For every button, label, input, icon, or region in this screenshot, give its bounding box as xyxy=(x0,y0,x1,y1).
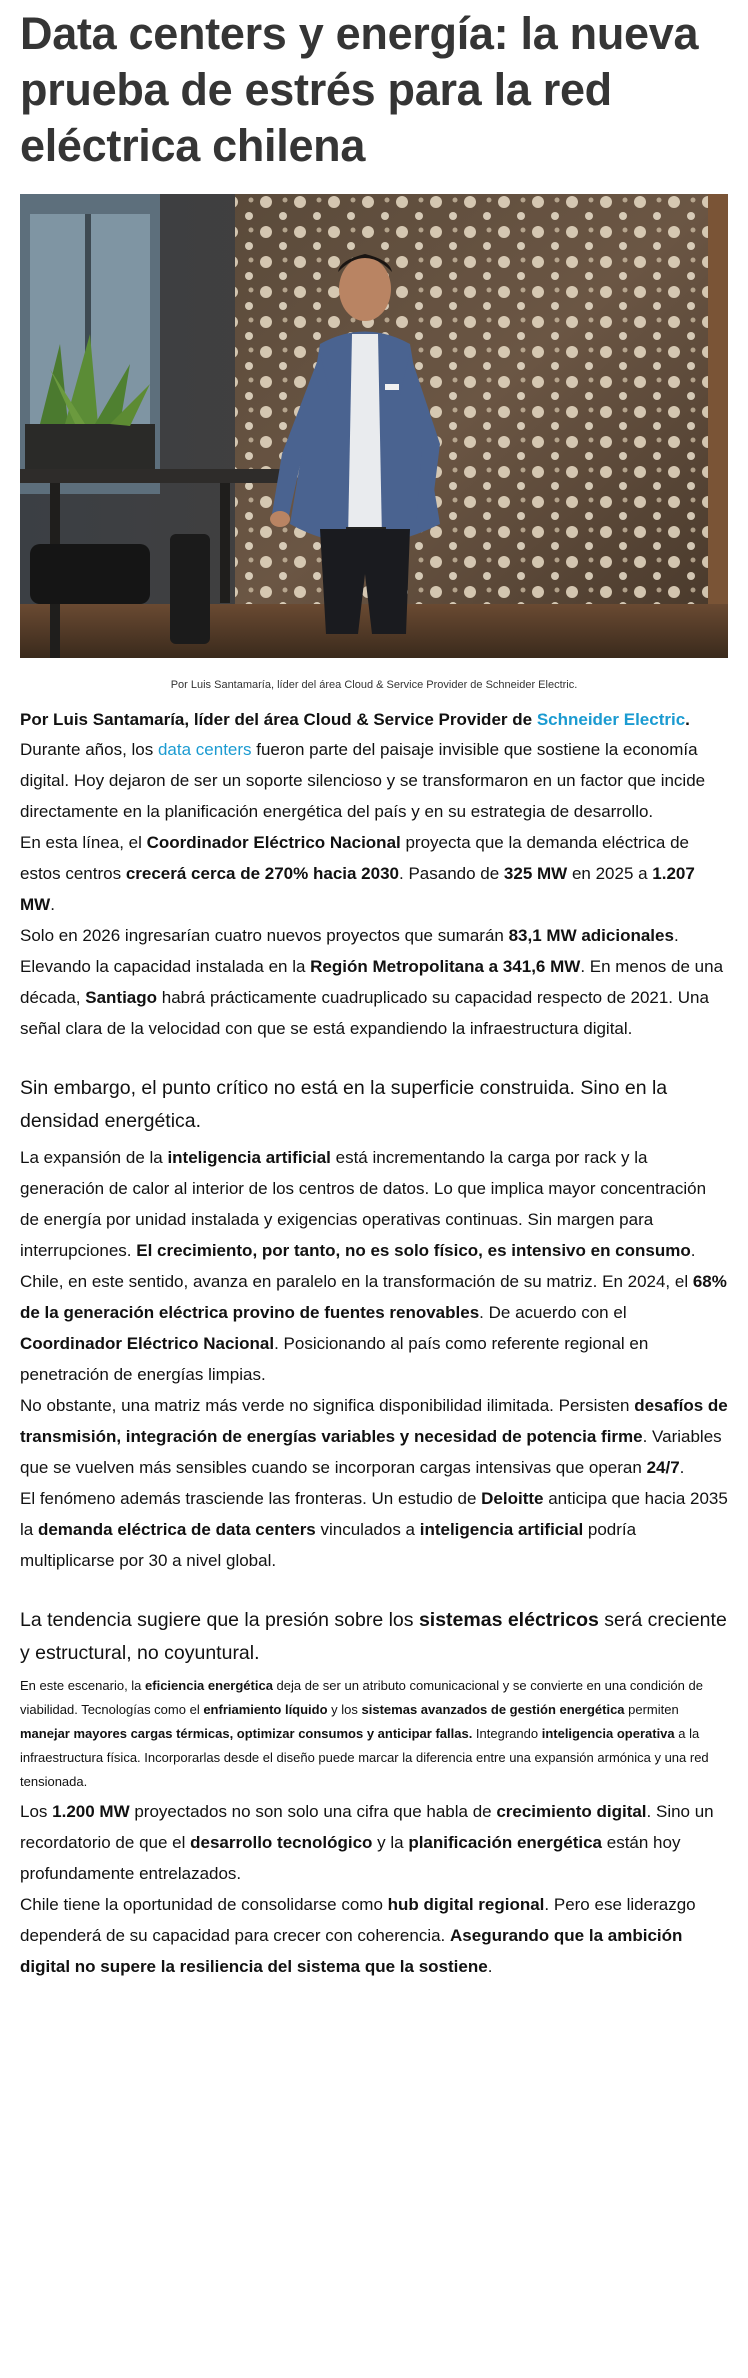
text: deja de ser un atributo comunicacional y se convierte en una condición de viabilidad. Tecnologías como el xyxy=(20,1678,703,1717)
text: Solo en 2026 ingresarían cuatro nuevos proyectos que sumarán xyxy=(20,926,509,945)
bold-text: Coordinador Eléctrico Nacional xyxy=(146,833,401,852)
text: vinculados a xyxy=(315,1520,420,1539)
paragraph-9 xyxy=(20,1796,728,1889)
text: . Posicionando al país como referente regional en penetración de energías limpias. xyxy=(20,1334,649,1384)
text: proyectados no son solo una cifra que habla de xyxy=(129,1802,497,1821)
bold-text: hub digital regional xyxy=(387,1895,545,1914)
bold-text: demanda eléctrica de data centers xyxy=(37,1520,316,1539)
text: Los xyxy=(20,1802,53,1821)
bold-text: desarrollo tecnológico xyxy=(190,1833,373,1852)
bold-text: sistemas avanzados de gestión energética xyxy=(361,1702,625,1717)
paragraph-1 xyxy=(20,734,728,827)
text: Chile tiene la oportunidad de consolidarse como xyxy=(20,1895,388,1914)
byline-suffix: . xyxy=(685,710,690,729)
text: y los xyxy=(327,1702,362,1717)
text: En este escenario, la xyxy=(20,1678,146,1693)
text: Integrando xyxy=(472,1726,542,1741)
text: . xyxy=(679,1458,685,1477)
bold-text: crecerá cerca de 270% hacia 2030 xyxy=(125,864,399,883)
bold-text: manejar mayores cargas térmicas, optimizar consumos y anticipar fallas. xyxy=(20,1726,473,1741)
bold-text: enfriamiento líquido xyxy=(203,1702,328,1717)
text: . De acuerdo con el xyxy=(479,1303,627,1322)
bold-text: inteligencia artificial xyxy=(167,1148,331,1167)
paragraph-10 xyxy=(20,1889,728,1982)
text: No obstante, una matriz más verde no significa disponibilidad ilimitada. Persisten xyxy=(20,1396,635,1415)
bold-text: Región Metropolitana a 341,6 MW xyxy=(310,957,581,976)
text: está incrementando la carga por rack y la generación de calor al interior de los centros de datos. Lo que implica mayor concentración de energía por unidad instalada y exigencias operativas continuas. Sin margen para interrupciones. xyxy=(20,1148,707,1260)
text: en 2025 a xyxy=(567,864,653,883)
text: . xyxy=(50,895,55,914)
bold-text: inteligencia operativa xyxy=(541,1726,675,1741)
paragraph-2 xyxy=(20,827,728,920)
paragraph-6 xyxy=(20,1390,728,1483)
text: . En menos de una década, xyxy=(20,957,724,1007)
schneider-electric-link[interactable]: Schneider Electric xyxy=(536,710,686,729)
hero-image xyxy=(20,194,728,658)
paragraph-8 xyxy=(20,1674,728,1794)
text: están hoy profundamente entrelazados. xyxy=(20,1833,681,1883)
bold-text: Asegurando que la ambición digital no supere la resiliencia del sistema que la sostiene xyxy=(20,1926,683,1976)
bold-text: Santiago xyxy=(85,988,158,1007)
text: Durante años, los xyxy=(20,740,158,759)
bold-text: 24/7 xyxy=(646,1458,680,1477)
bold-text: 83,1 MW adicionales xyxy=(508,926,674,945)
article-title: Data centers y energía: la nueva prueba de estrés para la red eléctrica chilena xyxy=(20,8,699,171)
text: Chile, en este sentido, avanza en paralelo en la transformación de su matriz. En 2024, el xyxy=(20,1272,693,1291)
text: La expansión de la xyxy=(20,1148,168,1167)
text: permiten xyxy=(624,1702,679,1717)
byline xyxy=(20,705,728,734)
text: será creciente y estructural, no coyuntural. xyxy=(20,1609,727,1664)
bold-text: inteligencia artificial xyxy=(419,1520,584,1539)
text: . Sino un recordatorio de que el xyxy=(20,1802,714,1852)
text: . xyxy=(690,1241,696,1260)
subheading-1: Sin embargo, el punto crítico no está en la superficie construida. Sino en la densidad energética. xyxy=(20,1077,668,1132)
bold-text: 1.207 MW xyxy=(20,864,695,914)
paragraph-5 xyxy=(20,1266,728,1390)
byline-prefix: Por Luis Santamaría, líder del área Cloud & Service Provider de xyxy=(20,710,537,729)
paragraph-7 xyxy=(20,1483,728,1576)
text: . Elevando la capacidad instalada en la xyxy=(20,926,679,976)
paragraph-4 xyxy=(20,1142,728,1266)
text: En esta línea, el xyxy=(20,833,147,852)
text: El fenómeno además trasciende las fronteras. Un estudio de xyxy=(20,1489,482,1508)
text: a la infraestructura física. Incorporarlas desde el diseño puede marcar la diferencia entre una expansión armónica y una red tensionada. xyxy=(20,1726,709,1789)
text: anticipa que hacia 2035 la xyxy=(20,1489,728,1539)
text: . Variables que se vuelven más sensibles cuando se incorporan cargas intensivas que operan xyxy=(20,1427,722,1477)
text: . Pasando de xyxy=(399,864,504,883)
text: fueron parte del paisaje invisible que sostiene la economía digital. Hoy dejaron de ser un soporte silencioso y se transformaron en un factor que incide directamente en la planificación energética del país y en su estrategia de desarrollo. xyxy=(20,740,706,821)
text: proyecta que la demanda eléctrica de estos centros xyxy=(20,833,689,883)
bold-text: eficiencia energética xyxy=(145,1678,273,1693)
bold-text: desafíos de transmisión, integración de energías variables y necesidad de potencia firme xyxy=(20,1396,728,1446)
image-caption: Por Luis Santamaría, líder del área Cloud & Service Provider de Schneider Electric. xyxy=(170,679,578,691)
bold-text: Deloitte xyxy=(481,1489,544,1508)
text: podría multiplicarse por 30 a nivel global. xyxy=(20,1520,637,1570)
text: . xyxy=(487,1957,493,1976)
text: La tendencia sugiere que la presión sobre los xyxy=(20,1609,419,1631)
hero-photo xyxy=(20,194,728,658)
text: habrá prácticamente cuadruplicado su capacidad respecto de 2021. Una señal clara de la velocidad con que se está expandiendo la infraestructura digital. xyxy=(20,988,709,1038)
bold-text: El crecimiento, por tanto, no es solo físico, es intensivo en consumo xyxy=(136,1241,691,1260)
bold-text: crecimiento digital xyxy=(496,1802,647,1821)
data-centers-link[interactable]: data centers xyxy=(157,740,252,759)
bold-text: 68% de la generación eléctrica provino de fuentes renovables xyxy=(20,1272,727,1322)
bold-text: 1.200 MW xyxy=(52,1802,130,1821)
text: y la xyxy=(372,1833,409,1852)
subheading-2 xyxy=(20,1604,728,1670)
bold-text: 325 MW xyxy=(503,864,568,883)
bold-text: sistemas eléctricos xyxy=(418,1609,599,1631)
bold-text: planificación energética xyxy=(408,1833,603,1852)
bold-text: Coordinador Eléctrico Nacional xyxy=(20,1334,275,1353)
paragraph-3 xyxy=(20,920,728,1044)
text: . Pero ese liderazgo dependerá de su capacidad para crecer con coherencia. xyxy=(20,1895,696,1945)
